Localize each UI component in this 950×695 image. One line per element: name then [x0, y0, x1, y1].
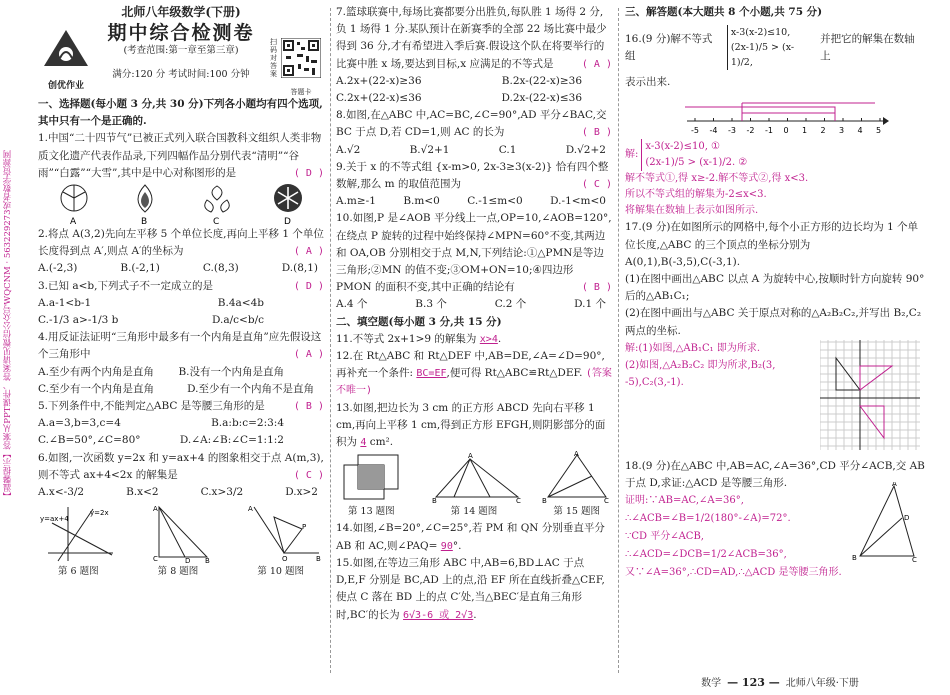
- question-4: 4.用反证法证明“三角形中最多有一个内角是直角”应先假设这个三角形中 ( A ): [38, 329, 324, 363]
- q16-tail: 表示出来.: [625, 76, 671, 89]
- choice: A.4 个: [336, 298, 368, 311]
- column-divider: [330, 8, 331, 673]
- q15-figure: [542, 451, 612, 503]
- column-divider: [618, 8, 619, 673]
- q8-answer: ( B ): [581, 127, 612, 139]
- svg-text:A: A: [248, 505, 253, 514]
- column-3: [625, 0, 925, 695]
- choice: A.至少有两个内角是直角: [38, 365, 154, 378]
- q9-answer: ( C ): [581, 179, 612, 191]
- question-17-1: (1)在图中画出△ABC 以点 A 为旋转中心,按顺时针方向旋转 90°后的△AB₁C₁;: [625, 273, 925, 303]
- q5-choices-row1: [38, 415, 324, 432]
- choice: D.x>2: [285, 486, 318, 499]
- question-7: 7.篮球联赛中,每场比赛都要分出胜负,每队胜 1 场得 2 分,负 1 场得 1 分.某队预计在新赛季的全部 22 场比赛中最少得到 36 分,才有希望进入季后赛.假设这个队在将要举行的比赛中胜 x 场,要达到目标,x 应满足的不等式是 ( A ): [336, 4, 612, 73]
- number-line-label: -2: [746, 126, 755, 136]
- choice: B.x<2: [126, 486, 159, 499]
- q13-figure: [336, 451, 414, 503]
- choice: C.x>3/2: [200, 486, 244, 499]
- svg-text:B: B: [852, 554, 857, 563]
- svg-text:C: C: [153, 555, 158, 564]
- exam-meta: 满分:120 分 考试时间:100 分钟: [112, 68, 250, 80]
- question-10: 10.如图,P 是∠AOB 平分线上一点,OP=10,∠AOB=120°,在绕点 P 旋转的过程中始终保持∠MPN=60°不变,其两边和 OA,OB 分别相交于点 M,N,下列结论:①△PMN是等边三角形;②MN 的值不变;③OM+ON=10;④四边形 PMON 的面积不变,其中正确的结论有 ( B ): [336, 210, 612, 296]
- q2-answer: ( A ): [293, 246, 324, 258]
- choice: D.∠A:∠B:∠C=1:1:2: [179, 434, 284, 447]
- question-14: 14.如图,∠B=20°,∠C=25°,若 PM 和 QN 分别垂直平分 AB 和 AC,则∠PAQ= 90°.: [336, 522, 605, 552]
- q10-answer: ( B ): [581, 282, 612, 294]
- qr-side-label: 扫码对答案: [270, 38, 277, 78]
- question-11: 11.不等式 2x+1>9 的解集为 x>4.: [336, 332, 502, 345]
- question-17: 17.(9 分)在如图所示的网格中,每个小正方形的边长均为 1 个单位长度,△ABC 的三个顶点的坐标分别为 A(0,1),B(-3,5),C(-3,1).: [625, 221, 919, 268]
- svg-text:D: D: [904, 514, 910, 523]
- choice: C.2x+(22-x)≤36: [336, 92, 422, 105]
- choice: B.4a<4b: [217, 296, 264, 309]
- choice: B.m<0: [403, 195, 440, 208]
- q1-figure-b: [127, 182, 163, 226]
- q1-figure-c: [199, 182, 235, 226]
- choice: A.m≥-1: [336, 195, 376, 208]
- svg-text:B: B: [432, 497, 437, 504]
- choice: D.a/c<b/c: [212, 314, 264, 327]
- choice: C.2 个: [494, 298, 527, 311]
- choice: C.-1≤m<0: [467, 195, 523, 208]
- svg-text:B: B: [205, 557, 210, 564]
- q10-figure: [244, 503, 324, 563]
- question-6: 6.如图,一次函数 y=2x 和 y=ax+4 的图象相交于点 A(m,3),则不等式 ax+4<2x 的解集是 ( C ): [38, 450, 324, 484]
- svg-text:y=2x: y=2x: [90, 509, 109, 518]
- number-line-label: 5: [876, 126, 882, 136]
- q14-figure: [432, 451, 524, 503]
- q3-choices-row1: [38, 295, 324, 312]
- question-18: 18.(9 分)在△ABC 中,AB=AC,∠A=36°,CD 平分∠ACB,交 AB 于点 D,求证:△ACD 是等腰三角形.: [625, 459, 925, 490]
- side-note: 【温馨提示】答案从PPT课件、答案请见微信公众号WQCNM · 563229273或者数学资源网: [3, 150, 13, 501]
- choice: B.(-2,1): [120, 262, 160, 275]
- svg-text:A: A: [574, 451, 579, 459]
- choice: D.√2+2: [565, 143, 606, 156]
- choice: B.2x-(22-x)≥36: [501, 74, 582, 87]
- choice: B.a:b:c=2:3:4: [211, 417, 284, 430]
- section-1-heading: 一、选择题(每小题 3 分,共 30 分)下列各小题均有四个选项,其中只有一个是正确的.: [38, 98, 323, 128]
- svg-text:D: D: [185, 557, 191, 564]
- q12-note: (答案不唯一): [336, 368, 612, 397]
- q18-figure: [850, 482, 920, 562]
- choice: D.至少有一个内角不是直角: [187, 382, 314, 395]
- col1-figure-captions: 第 6 题图 第 8 题图 第 10 题图: [58, 566, 304, 578]
- q18-solution: 证明:∵AB=AC,∠A=36°, ∴∠ACB=∠B=1/2(180°-∠A)=72°. ∵CD 平分∠ACB, ∴∠ACD=∠DCB=1/2∠ACB=36°, 又∵∠A=36°,∴CD=AD,∴△ACD 是等腰三角形.: [625, 495, 842, 579]
- col1-figures: [38, 503, 324, 563]
- q7-answer: ( A ): [581, 58, 612, 70]
- col2-figure-captions: 第 13 题图 第 14 题图 第 15 题图: [348, 506, 600, 518]
- choice: C.1: [498, 143, 517, 156]
- svg-text:B: B: [542, 497, 547, 504]
- choice: A.a-1<b-1: [38, 296, 92, 309]
- svg-text:A: A: [153, 505, 158, 514]
- svg-text:C: C: [604, 497, 609, 504]
- svg-text:B: B: [141, 217, 148, 227]
- number-line-label: -5: [691, 126, 699, 136]
- question-2: 2.将点 A(3,2)先向左平移 5 个单位长度,再向上平移 1 个单位长度得到点 A′,则点 A′的坐标为 ( A ): [38, 226, 324, 260]
- q3-answer: ( D ): [293, 280, 324, 292]
- q6-figure: [38, 503, 118, 563]
- question-12: 12.在 Rt△ABC 和 Rt△DEF 中,AB=DE,∠A=∠D=90°,再补充一个条件: BC=EF,便可得 Rt△ABC≌Rt△DEF. (答案不唯一): [336, 350, 612, 397]
- logo-text: 创优作业: [47, 81, 84, 92]
- svg-text:C: C: [212, 217, 219, 227]
- number-line-label: -4: [709, 126, 718, 136]
- column-2: [336, 0, 612, 695]
- footer: 数学 — 123 — 北师八年级·下册: [701, 676, 859, 689]
- choice: D.-1<m<0: [550, 195, 606, 208]
- section-3-heading: 三、解答题(本大题共 8 个小题,共 75 分): [625, 6, 823, 18]
- svg-text:D: D: [283, 217, 291, 227]
- qr-code[interactable]: [281, 38, 321, 97]
- question-8: 8.如图,在△ABC 中,AC=BC,∠C=90°,AD 平分∠BAC,交 BC 于点 D,若 CD=1,则 AC 的长为 ( B ): [336, 107, 612, 141]
- question-15: 15.如图,在等边三角形 ABC 中,AB=6,BD⊥AC 于点 D,E,F 分别是 BC,AD 上的点,沿 EF 所在直线折叠△CEF,使点 C 落在 BD 上的点 C′处,当△BEC′是直角三角形时,BC′的长为 6√3-6 或 2√3.: [336, 556, 605, 621]
- choice: B.√2+1: [409, 143, 450, 156]
- question-3: 3.已知 a<b,下列式子不一定成立的是 ( D ): [38, 278, 324, 295]
- q15-answer: 6√3-6 或 2√3: [403, 609, 474, 621]
- number-line-label: 4: [857, 126, 863, 136]
- q1-answer: ( D ): [293, 167, 324, 179]
- q6-answer: ( C ): [293, 469, 324, 481]
- q5-choices-row2: [38, 432, 324, 449]
- number-line-label: 1: [802, 126, 808, 136]
- page-number: — 123 —: [727, 676, 780, 689]
- number-line-label: -3: [728, 126, 736, 136]
- question-16: 16.(9 分)解不等式组 x-3(x-2)≤10, (2x-1)/5 > (x-1)/2, 并把它的解集在数轴上: [625, 27, 915, 69]
- question-1: 1.中国“二十四节气”已被正式列入联合国教科文组织人类非物质文化遗产代表作品录,下列四幅作品分别代表“清明”“谷雨”“白露”“大雪”,其中是中心对称图形的是 ( D ): [38, 130, 324, 182]
- number-line-label: -1: [765, 126, 773, 136]
- q4-choices-row2: [38, 381, 324, 398]
- q18-area: [625, 482, 925, 582]
- logo: [42, 28, 90, 92]
- q1-figure-a: [56, 182, 92, 226]
- section-2-heading: 二、填空题(每小题 3 分,共 15 分): [336, 315, 502, 328]
- scope: (考查范围:第一章至第三章): [123, 45, 239, 57]
- q6-choices: [38, 484, 324, 501]
- number-line-label: 3: [839, 126, 845, 136]
- page-title: 期中综合检测卷: [107, 22, 255, 45]
- number-line-label: 0: [783, 126, 789, 136]
- book-title: 北师八年级数学(下册): [121, 5, 241, 19]
- choice: A.(-2,3): [38, 262, 78, 275]
- header: [38, 4, 324, 96]
- q16-solution: 解: x-3(x-2)≤10, ① (2x-1)/5 > (x-1)/2. ② 解不等式①,得 x≥-2.解不等式②,得 x<3. 所以不等式组的解集为-2≤x<3. 将解集在数轴上表示如图所示.: [625, 141, 809, 217]
- svg-text:B: B: [316, 555, 321, 564]
- q8-choices: [336, 142, 612, 159]
- question-17-2: (2)在图中画出与△ABC 关于原点对称的△A₂B₂C₂,并写出 B₂,C₂ 两点的坐标.: [625, 307, 922, 337]
- svg-text:O: O: [282, 555, 288, 564]
- choice: C.-1/3 a>-1/3 b: [38, 314, 119, 327]
- column-1: [38, 0, 324, 695]
- number-line-label: 2: [820, 126, 826, 136]
- svg-text:A: A: [892, 482, 897, 489]
- q17-grid: [820, 340, 920, 450]
- q17-solution: 解:(1)如图,△AB₁C₁ 即为所求. (2)如图,△A₂B₂C₂ 即为所求,B₂(3, -5),C₂(3,-1).: [625, 342, 776, 388]
- choice: B.3 个: [415, 298, 447, 311]
- choice: A.2x+(22-x)≥36: [336, 74, 422, 87]
- choice: A.a=3,b=3,c=4: [38, 417, 121, 430]
- q4-answer: ( A ): [293, 349, 324, 361]
- q13-answer: 4: [360, 437, 367, 449]
- svg-text:y=ax+4: y=ax+4: [40, 515, 69, 524]
- choice: A.√2: [336, 143, 361, 156]
- q1-figure-d: [270, 182, 306, 226]
- q17-area: [625, 340, 925, 458]
- qr-caption: 答题卡: [290, 88, 312, 97]
- choice: B.没有一个内角是直角: [178, 365, 284, 378]
- svg-text:C: C: [516, 497, 521, 504]
- svg-text:A: A: [468, 452, 473, 461]
- question-9: 9.关于 x 的不等式组 {x-m>0, 2x-3≥3(x-2)} 恰有四个整数解,那么 m 的取值范围为 ( C ): [336, 159, 612, 193]
- svg-text:P: P: [302, 523, 307, 532]
- q2-choices: [38, 260, 324, 277]
- svg-text:A: A: [70, 217, 77, 227]
- q14-answer: 90: [440, 540, 453, 552]
- question-5: 5.下列条件中,不能判定△ABC 是等腰三角形的是 ( B ): [38, 398, 324, 415]
- choice: A.x<-3/2: [38, 486, 85, 499]
- q9-choices: [336, 193, 612, 210]
- svg-text:C: C: [912, 556, 917, 563]
- number-line: [625, 99, 925, 139]
- choice: C.∠B=50°,∠C=80°: [38, 434, 141, 447]
- q8-figure: [151, 503, 211, 563]
- question-13: 13.如图,把边长为 3 cm 的正方形 ABCD 先向右平移 1 cm,再向上平移 1 cm,得到正方形 EFGH,则阴影部分的面积为 4 cm².: [336, 401, 606, 449]
- q4-choices-row1: [38, 364, 324, 381]
- q12-answer: BC=EF: [416, 368, 447, 380]
- choice: D.(8,1): [281, 262, 318, 275]
- choice: C.(8,3): [202, 262, 239, 275]
- q11-answer: x>4: [479, 333, 498, 345]
- q16-system: x-3(x-2)≤10, (2x-1)/5 > (x-1)/2,: [727, 25, 816, 70]
- q7-choices-row1: [336, 73, 612, 90]
- choice: D.2x-(22-x)≤36: [501, 92, 582, 105]
- q3-choices-row2: [38, 312, 324, 329]
- col2-figures: [336, 451, 612, 503]
- choice: D.1 个: [574, 298, 606, 311]
- choice: C.至少有一个内角是直角: [38, 382, 154, 395]
- q1-figures: [38, 182, 324, 226]
- q5-answer: ( B ): [293, 401, 324, 413]
- q7-choices-row2: [336, 90, 612, 107]
- q10-choices: [336, 296, 612, 313]
